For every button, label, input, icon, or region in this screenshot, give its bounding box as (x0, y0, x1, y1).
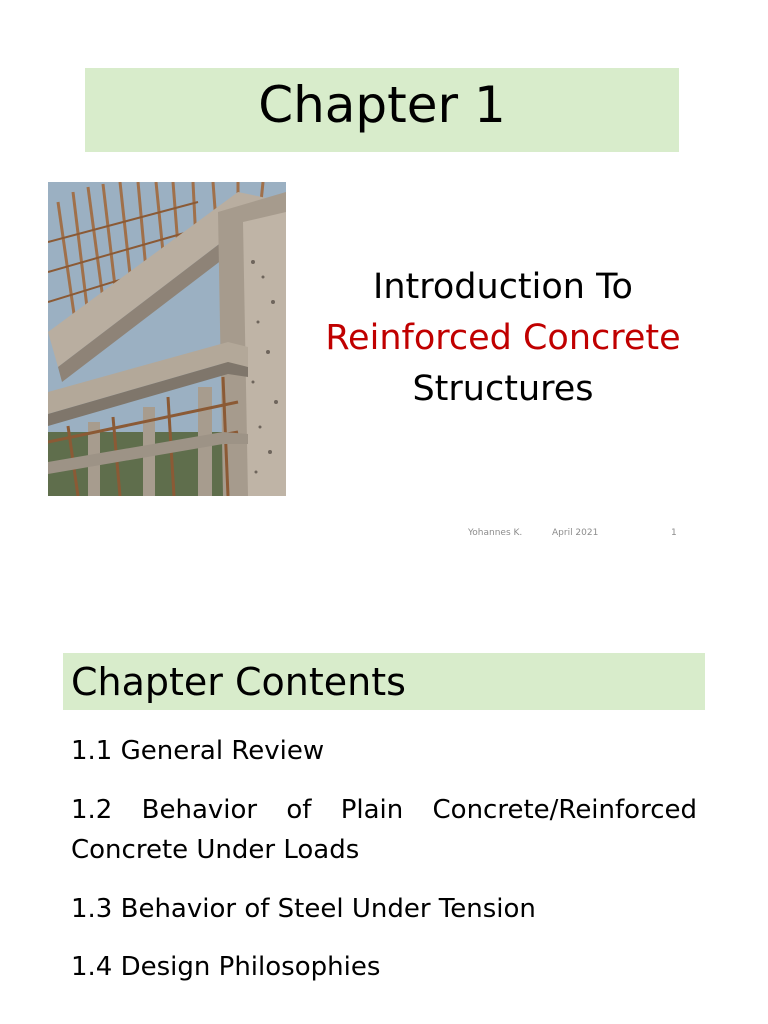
contents-title-banner (63, 653, 705, 710)
contents-title: Chapter Contents (71, 659, 406, 704)
subtitle-line-3: Structures (412, 369, 594, 409)
subtitle-line-1: Introduction To (373, 267, 633, 307)
list-item: 1.4 Design Philosophies (71, 952, 381, 982)
construction-photo (48, 182, 286, 496)
footer-page-number: 1 (671, 528, 677, 538)
slide-2 (0, 620, 768, 1024)
chapter-title: Chapter 1 (258, 76, 506, 134)
subtitle-line-2: Reinforced Concrete (325, 318, 681, 358)
list-item: 1.1 General Review (71, 736, 325, 766)
contents-list (71, 732, 697, 1006)
list-item: 1.3 Behavior of Steel Under Tension (71, 894, 536, 924)
chapter-subtitle (288, 262, 718, 415)
chapter-title-banner (85, 68, 679, 152)
list-item: 1.2 Behavior of Plain Concrete/Reinforced Concrete Under Loads (71, 795, 697, 865)
footer-author: Yohannes K. (468, 528, 523, 538)
footer-date: April 2021 (552, 528, 599, 538)
